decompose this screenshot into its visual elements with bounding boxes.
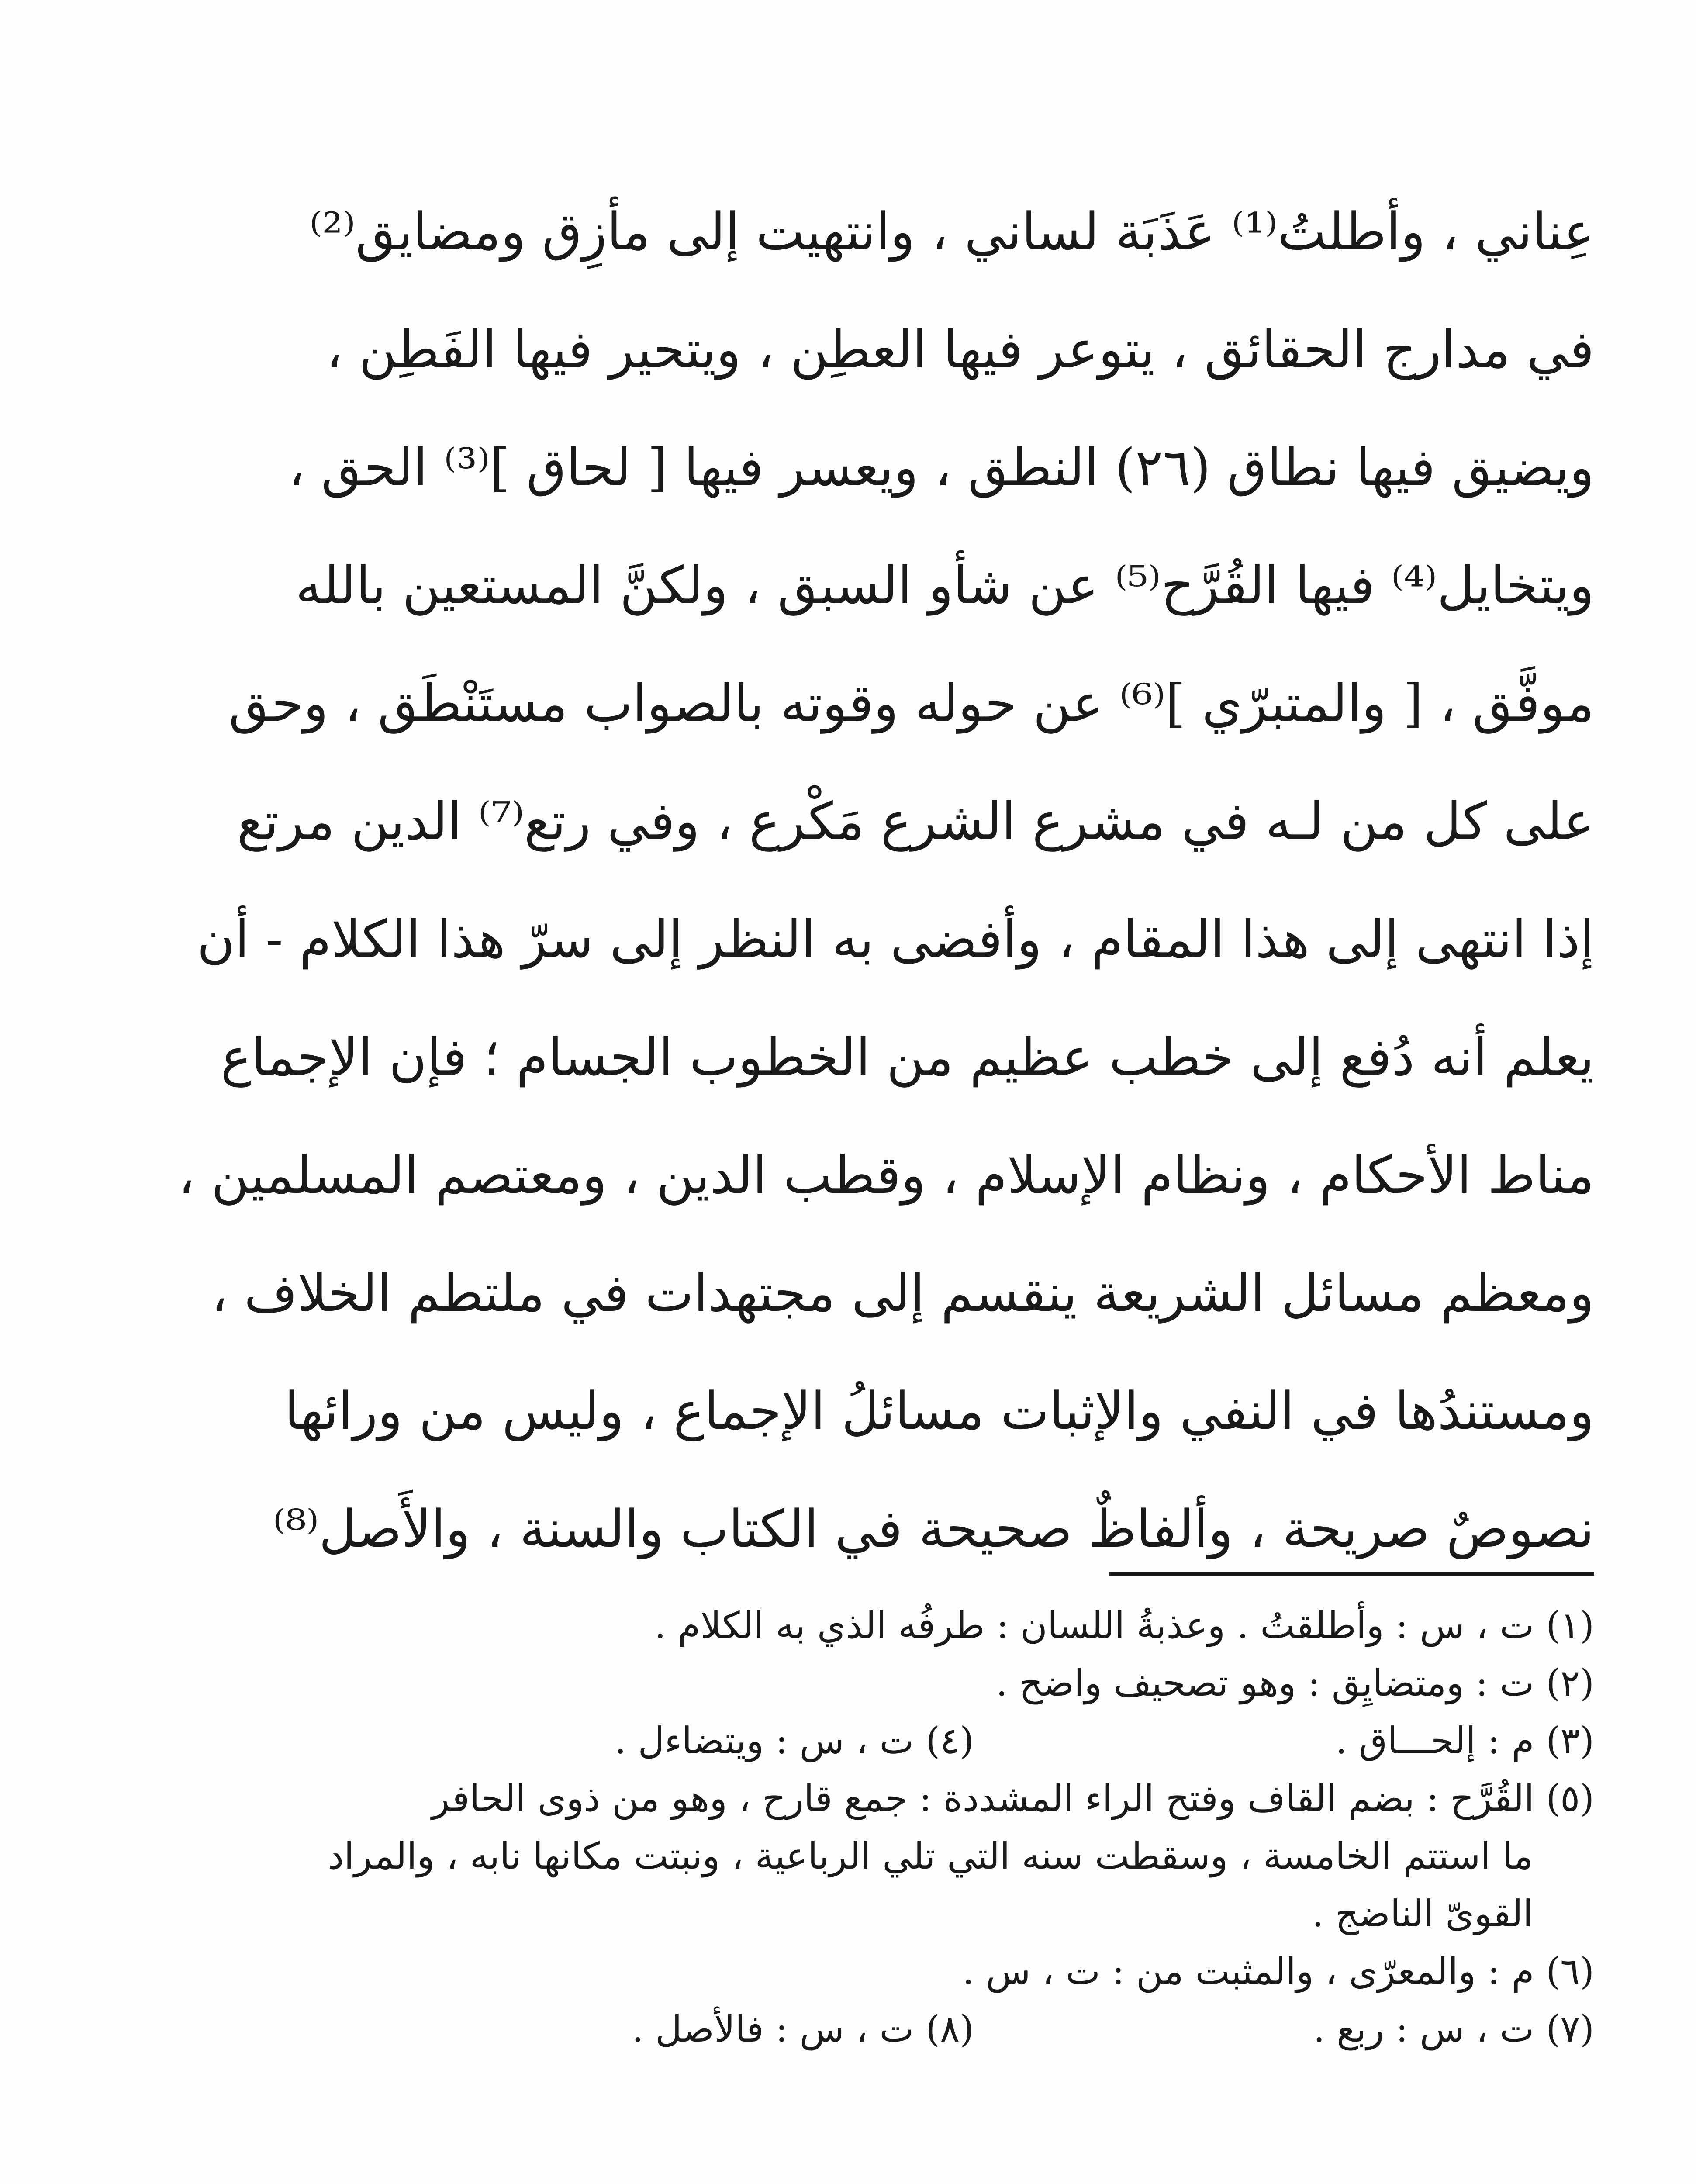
text-line: عِناني ، وأطلتُ⁽¹⁾ عَذَبَة لساني ، وانتهيت إلى مأزِق ومضايق⁽²⁾ [309,201,1594,262]
text-line: يعلم أنه دُفع إلى خطب عظيم من الخطوب الجسام ؛ فإن الإجماع [221,1027,1594,1087]
footnote-1: (١) ت ، س : وأطلقتُ . وعذبةُ اللسان : طرفُه الذي به الكلام . [654,1604,1594,1647]
footnote-6: (٦) م : والمعرّى ، والمثبت من : ت ، س . [962,1950,1594,1993]
footnote-7: (٧) ت ، س : ربع . [1313,2008,1594,2050]
text-line: على كل من لـه في مشرع الشرع مَكْرع ، وفي رتع⁽⁷⁾ الدين مرتع [237,791,1594,851]
text-line: موفَّق ، [ والمتبرّي ]⁽⁶⁾ عن حوله وقوته بالصواب مستَنْطَق ، وحق [228,673,1594,733]
text-line: ومعظم مسائل الشريعة ينقسم إلى مجتهدات في ملتطم الخلاف ، [211,1263,1594,1323]
text-line: مناط الأحكام ، ونظام الإسلام ، وقطب الدين ، ومعتصم المسلمين ، [178,1145,1594,1205]
footnote-5: (٥) القُرَّح : بضم القاف وفتح الراء المشددة : جمع قارح ، وهو من ذوى الحافر [432,1777,1594,1820]
text-line: نصوصٌ صريحة ، وألفاظٌ صحيحة في الكتاب والسنة ، والأَصل⁽⁸⁾ [273,1499,1594,1559]
text-line: ويتخايل⁽⁴⁾ فيها القُرَّح⁽⁵⁾ عن شأو السبق ، ولكنَّ المستعين بالله [295,555,1594,615]
footnote-2: (٢) ت : ومتضايِق : وهو تصحيف واضح . [996,1662,1594,1704]
footnote-3: (٣) م : إلحـــاق . [1335,1719,1594,1762]
text-line: إذا انتهى إلى هذا المقام ، وأفضى به النظر إلى سرّ هذا الكلام - أن [197,909,1594,969]
footnotes-block [140,1597,1594,2058]
footnote-row-7-8 [140,2000,1594,2058]
text-line: ومستندُها في النفي والإثبات مسائلُ الإجماع ، وليس من ورائها [284,1381,1594,1441]
footnote-5-continued: ما استتم الخامسة ، وسقطت سنه التي تلي الرباعية ، ونبتت مكانها نابه ، والمراد [328,1835,1533,1877]
text-line: في مدارج الحقائق ، يتوعر فيها العطِن ، ويتحير فيها الفَطِن ، [326,319,1594,380]
footnote-4: (٤) ت ، س : ويتضاءل . [615,1719,974,1762]
footnote-8: (٨) ت ، س : فالأصل . [632,2008,974,2050]
footnote-row-3-4 [140,1712,1594,1769]
main-text-block [166,173,1594,1588]
text-line: ويضيق فيها نطاق (٢٦) النطق ، ويعسر فيها [ لحاق ]⁽³⁾ الحق ، [288,437,1594,498]
footnote-divider [1109,1572,1594,1576]
footnote-5-continued: القوىّ الناضج . [1312,1892,1533,1935]
